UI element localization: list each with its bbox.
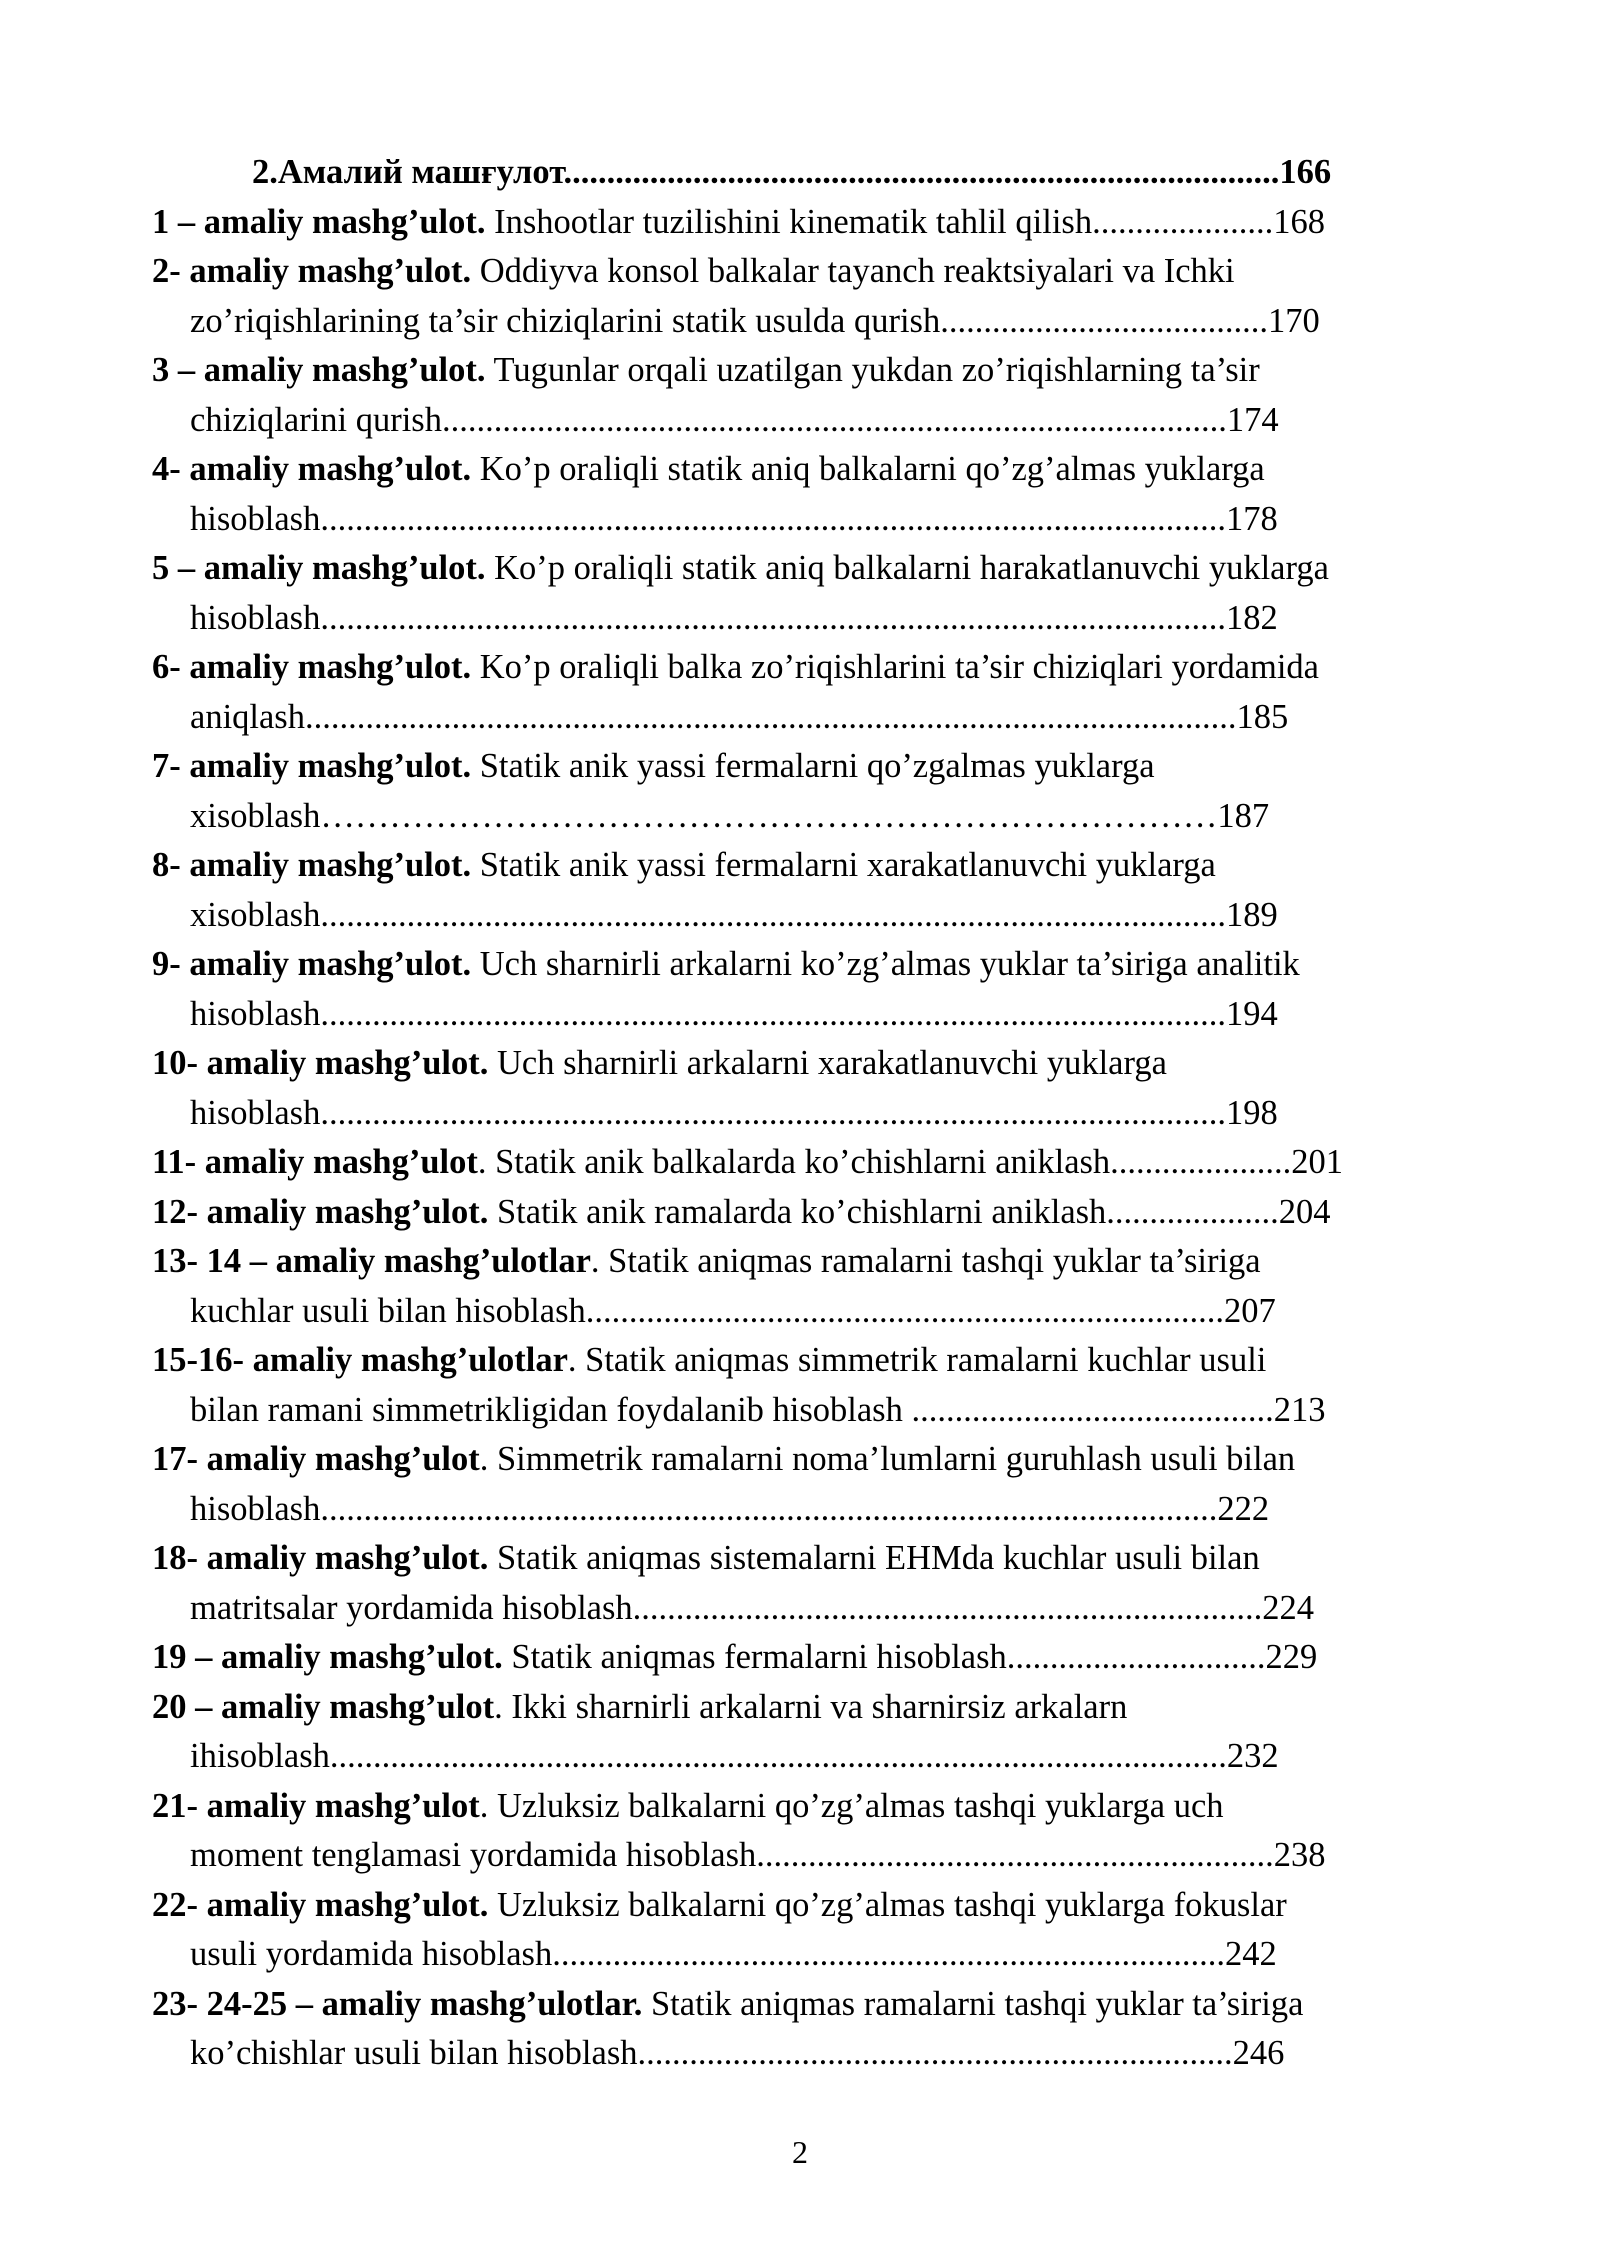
toc-entry-title: Statik anik ramalarda ko’chishlarni aniklash....................204: [488, 1192, 1331, 1231]
toc-entry-first-line: [152, 198, 1442, 248]
toc-entry-first-line: [152, 643, 1442, 693]
toc-entry-continuation: usuli yordamida hisoblash..............................................................................242: [190, 1935, 1277, 1973]
toc-entry-first-line: [152, 1633, 1442, 1683]
toc-entry-number: 22- amaliy mashg’ulot.: [152, 1885, 489, 1924]
toc-entry-continuation: hisoblash........................................................................................................222: [190, 1489, 1270, 1528]
toc-entry: [152, 1435, 1442, 1534]
toc-entry-first-line: [152, 1138, 1442, 1188]
toc-entry: [152, 1188, 1442, 1238]
toc-entry-first-line: [152, 1188, 1442, 1238]
toc-entry-number: 8- amaliy mashg’ulot.: [152, 846, 472, 884]
toc-entry-number: 10- amaliy mashg’ulot.: [152, 1044, 489, 1082]
toc-entries: [152, 198, 1442, 2079]
toc-entry-title: Uch sharnirli arkalarni ko’zg’almas yuklar ta’siriga analitik: [471, 945, 1300, 983]
toc-entry-number: 18- amaliy mashg’ulot.: [152, 1539, 489, 1577]
toc-entry-continuation: matritsalar yordamida hisoblash.........................................................................224: [190, 1588, 1315, 1627]
toc-entry-first-line: [152, 1336, 1442, 1386]
toc-entry-number: 9- amaliy mashg’ulot.: [152, 945, 472, 983]
toc-entry-first-line: [152, 346, 1442, 396]
toc-entry-continuation: ihisoblash........................................................................................................232: [190, 1737, 1279, 1775]
toc-entry-number: 21- amaliy mashg’ulot: [152, 1786, 480, 1825]
toc-entry: [152, 1039, 1442, 1138]
toc-entry-number: 12- amaliy mashg’ulot.: [152, 1192, 489, 1231]
toc-entry-title: Statik anik yassi fermalarni xarakatlanuvchi yuklarga: [471, 846, 1216, 884]
toc-entry: [152, 940, 1442, 1039]
toc-entry-continuation: hisoblash.........................................................................................................194: [190, 994, 1278, 1033]
toc-entry-title: Ko’p oraliqli statik aniq balkalarni qo’zg’almas yuklarga: [471, 450, 1265, 488]
toc-entry-first-line: [152, 841, 1442, 891]
toc-entry-continuation: aniqlash............................................................................................................185: [190, 697, 1289, 736]
toc-entry: [152, 1534, 1442, 1633]
toc-entry-title: Uzluksiz balkalarni qo’zg’almas tashqi yuklarga fokuslar: [488, 1885, 1287, 1924]
toc-entry-title: Statik aniqmas ramalarni tashqi yuklar ta’siriga: [642, 1984, 1304, 2023]
toc-entry-title: Ko’p oraliqli balka zo’riqishlarini ta’sir chiziqlari yordamida: [471, 648, 1319, 686]
toc-entry-first-line: [152, 544, 1442, 594]
toc-entry-first-line: [152, 1237, 1442, 1287]
toc-entry-title: Inshootlar tuzilishini kinematik tahlil qilish.....................168: [485, 202, 1325, 241]
toc-entry: [152, 1683, 1442, 1782]
page-number: 2: [792, 2134, 808, 2170]
toc-entry: [152, 1237, 1442, 1336]
toc-entry-number: 13- 14 – amaliy mashg’ulotlar: [152, 1242, 591, 1280]
toc-entry: [152, 1336, 1442, 1435]
toc-entry-continuation: bilan ramani simmetrikligidan foydalanib hisoblash ..........................................213: [190, 1390, 1326, 1429]
toc-entry-title: . Statik anik balkalarda ko’chishlarni aniklash.....................201: [477, 1143, 1344, 1181]
toc-entry-continuation: moment tenglamasi yordamida hisoblash............................................................238: [190, 1836, 1326, 1874]
toc-entry: [152, 643, 1442, 742]
toc-entry-continuation: hisoblash.........................................................................................................198: [190, 1093, 1278, 1132]
toc-entry: [152, 1633, 1442, 1683]
toc-entry: [152, 1881, 1442, 1980]
toc-entry-continuation: zo’riqishlarining ta’sir chiziqlarini statik usulda qurish......................................170: [190, 301, 1320, 340]
toc-entry-title: Ko’p oraliqli statik aniq balkalarni harakatlanuvchi yuklarga: [485, 549, 1329, 587]
toc-entry-first-line: [152, 445, 1442, 495]
toc-entry: [152, 346, 1442, 445]
toc-entry: [152, 841, 1442, 940]
toc-entry-number: 4- amaliy mashg’ulot.: [152, 450, 472, 488]
toc-entry-number: 3 – amaliy mashg’ulot.: [152, 351, 486, 389]
toc-entry-continuation: chiziqlarini qurish...........................................................................................174: [190, 400, 1279, 439]
toc-entry: [152, 1782, 1442, 1881]
toc-entry: [152, 544, 1442, 643]
toc-entry-number: 2- amaliy mashg’ulot.: [152, 252, 472, 290]
toc-entry: [152, 247, 1442, 346]
toc-entry: [152, 198, 1442, 248]
toc-entry-number: 19 – amaliy mashg’ulot.: [152, 1638, 503, 1676]
toc-entry-title: . Statik aniqmas simmetrik ramalarni kuchlar usuli: [567, 1341, 1267, 1379]
toc-entry-title: Oddiyva konsol balkalar tayanch reaktsiyalari va Ichki: [471, 252, 1235, 290]
toc-entry-title: Statik aniqmas sistemalarni EHMda kuchlar usuli bilan: [488, 1539, 1260, 1577]
toc-entry-continuation: xisoblash……………………………………………………………………187: [190, 796, 1270, 835]
toc-entry-continuation: hisoblash.........................................................................................................182: [190, 598, 1278, 637]
toc-entry-continuation: ko’chishlar usuli bilan hisoblash.....................................................................246: [190, 2034, 1285, 2072]
section-heading: 2.Амалий машғулот...................................................................................166: [252, 153, 1332, 191]
toc-entry-number: 23- 24-25 – amaliy mashg’ulotlar.: [152, 1984, 643, 2023]
toc-entry-first-line: [152, 940, 1442, 990]
toc-entry: [152, 1980, 1442, 2079]
toc-entry-number: 11- amaliy mashg’ulot: [152, 1143, 478, 1181]
toc-entry-number: 6- amaliy mashg’ulot.: [152, 648, 472, 686]
toc-entry-number: 17- amaliy mashg’ulot: [152, 1440, 480, 1478]
toc-entry-title: Tugunlar orqali uzatilgan yukdan zo’riqishlarning ta’sir: [485, 351, 1260, 389]
toc-entry-first-line: [152, 1881, 1442, 1931]
toc-entry-first-line: [152, 742, 1442, 792]
toc-entry-title: . Uzluksiz balkalarni qo’zg’almas tashqi yuklarga uch: [479, 1786, 1224, 1825]
toc-entry: [152, 742, 1442, 841]
toc-entry-first-line: [152, 1683, 1442, 1733]
toc-entry-first-line: [152, 1435, 1442, 1485]
toc-entry-continuation: xisoblash.........................................................................................................189: [190, 895, 1278, 934]
toc-entry-first-line: [152, 1039, 1442, 1089]
toc-entry-first-line: [152, 1534, 1442, 1584]
toc-entry-title: Uch sharnirli arkalarni xarakatlanuvchi yuklarga: [488, 1044, 1167, 1082]
toc-entry-number: 20 – amaliy mashg’ulot: [152, 1687, 495, 1726]
toc-entry-number: 7- amaliy mashg’ulot.: [152, 747, 472, 785]
toc-entry-title: . Ikki sharnirli arkalarni va sharnirsiz arkalarn: [494, 1687, 1128, 1726]
toc-entry-number: 15-16- amaliy mashg’ulotlar: [152, 1341, 568, 1379]
toc-entry-continuation: hisoblash.........................................................................................................178: [190, 499, 1278, 538]
toc-entry-continuation: kuchlar usuli bilan hisoblash..........................................................................207: [190, 1291, 1276, 1330]
toc-entry-title: . Simmetrik ramalarni noma’lumlarni guruhlash usuli bilan: [479, 1440, 1296, 1478]
toc-entry-title: . Statik aniqmas ramalarni tashqi yuklar ta’siriga: [590, 1242, 1261, 1280]
toc-entry-number: 1 – amaliy mashg’ulot.: [152, 202, 486, 241]
table-of-contents: [152, 148, 1442, 2079]
toc-entry-number: 5 – amaliy mashg’ulot.: [152, 549, 486, 587]
toc-entry-first-line: [152, 247, 1442, 297]
toc-entry-title: Statik aniqmas fermalarni hisoblash..............................229: [502, 1638, 1318, 1676]
toc-entry-first-line: [152, 1980, 1442, 2030]
toc-entry-first-line: [152, 1782, 1442, 1832]
toc-entry: [152, 445, 1442, 544]
toc-entry: [152, 1138, 1442, 1188]
toc-entry-title: Statik anik yassi fermalarni qo’zgalmas yuklarga: [471, 747, 1155, 785]
